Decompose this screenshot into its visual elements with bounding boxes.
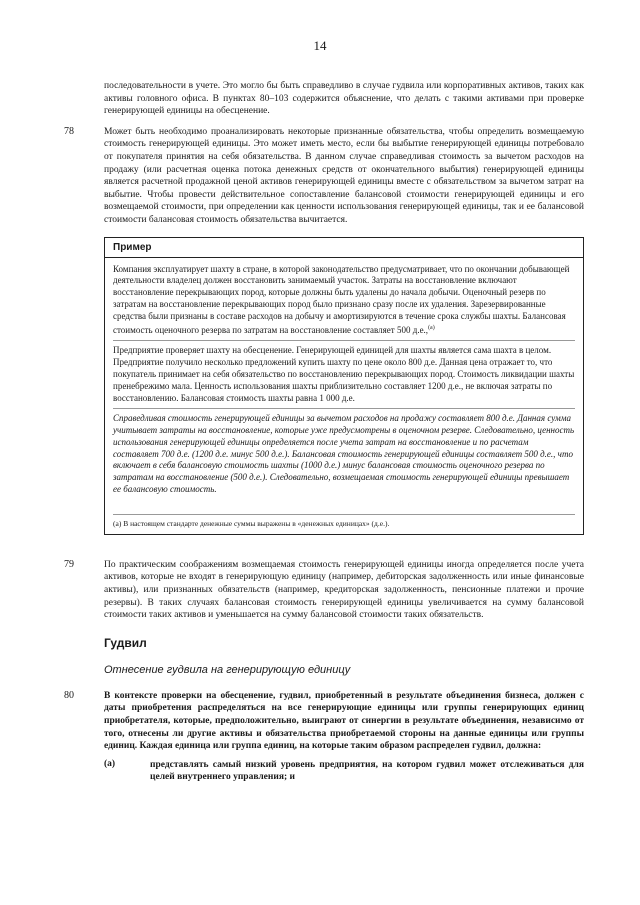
example-footnote: (a) В настоящем стандарте денежные суммы выражены в «денежных единицах» (д.е.). [113, 514, 575, 528]
intro-text: последовательности в учете. Это могло бы быть справедливо в случае гудвила или корпоративных активов, таких как активы головного офиса. В пунктах 80–103 содержится объяснение, что делать с такими активами при проверке генерирующей единицы на обесценение. [104, 81, 584, 117]
intro-paragraph [64, 80, 584, 118]
example-paragraph-1-text: Компания эксплуатирует шахту в стране, в которой законодательство предусматривает, что по окончании добывающей деятельности владелец должен восстановить занимаемый участок. Затраты на восстановление включают восстановление перекрывающих пород, которые должны быть удалены до начала добычи. Оценочный резерв по затратам на восстановление перекрывающих пород было признано сразу после их удаления. Зарезервированные средства были признаны в составе расходов на добычу и амортизируются в течение срока службы шахты. Балансовая стоимость оценочного резерва по затратам на восстановление составляет 500 д.е., [113, 263, 570, 335]
list-item-text: представлять самый низкий уровень предприятия, на котором гудвил может отслеживаться для целей внутреннего управления; и [150, 759, 584, 783]
paragraph-number: 78 [64, 125, 74, 137]
example-paragraph-1 [113, 264, 575, 342]
list-item-label: (a) [104, 758, 116, 769]
footnote-ref: (a) [428, 324, 435, 331]
paragraph-78 [64, 126, 584, 227]
paragraph-79 [64, 559, 584, 622]
example-box [104, 237, 584, 535]
subsection-heading: Отнесение гудвила на генерирующую единицу [104, 663, 351, 676]
paragraph-text: Может быть необходимо проанализировать некоторые признанные обязательства, чтобы определить возмещаемую стоимость генерирующей единицы. Это может иметь место, если бы выбытие генерирующей единицы потребовало от покупателя принятия на себя обязательства. В данном случае справедливая стоимость за вычетом расходов на продажу (или расчетная оценка потока денежных средств от окончательного выбытия) генерирующей единицы является расчетной продажной ценой активов генерирующей единицы вместе с обязательством за вычетом затрат на выбытие. Чтобы провести действительное сопоставление балансовой стоимости генерирующей единицы и его возмещаемой стоимости, при определении как ценности использования генерирующей единицы, так и ее балансовой стоимости балансовая стоимость обязательства вычитается. [104, 126, 584, 225]
example-paragraph-3: Справедливая стоимость генерирующей единицы за вычетом расходов на продажу составляет 800 д.е. Данная сумма учитывает затраты на восстановление, которые уже предусмотрены в оценочном резерве. Следовательно, ценность использования генерирующей единицы определяется после учета затрат на восстановление и по расчетам составляет 700 д.е. (1200 д.е. минус 500 д.е.). Балансовая стоимость генерирующей единицы составляет 500 д.е., что включает в себя балансовую стоимость шахты (1000 д.е.) минус балансовая стоимость оценочного резерва по затратам на восстановление (500 д.е.). Следовательно, возмещаемая стоимость генерирующей единицы превышает ее балансовую стоимость. [113, 413, 575, 495]
paragraph-80 [64, 690, 584, 753]
paragraph-number: 80 [64, 689, 74, 701]
example-header: Пример [105, 238, 583, 258]
example-paragraph-2: Предприятие проверяет шахту на обесценение. Генерирующей единицей для шахты является сама шахта в целом. Предприятие получило несколько предложений купить шахту по цене около 800 д.е. Данная цена отражает то, что покупатель принимает на себя обязательство по восстановлению перекрывающих пород. Стоимость ликвидации шахты пренебрежимо мала. Ценность использования шахты приблизительно составляет 1200 д.е., не включая затраты по восстановлению. Балансовая стоимость шахты равна 1 000 д.е. [113, 345, 575, 409]
document-body [64, 80, 584, 784]
example-body [105, 258, 583, 534]
section-heading: Гудвил [104, 635, 147, 650]
paragraph-number: 79 [64, 558, 74, 570]
list-item-a [64, 759, 584, 784]
paragraph-text: В контексте проверки на обесценение, гудвил, приобретенный в результате объединения бизнеса, должен с даты приобретения распределяться на все генерирующие единицы или группы генерирующих единиц приобретателя, которые, предположительно, выиграют от синергии в результате объединения, независимо от того, отнесены ли другие активы и обязательства приобретаемой стороны на данные единицы или группы единиц. Каждая единица или группа единиц, на которые таким образом распределен гудвил, должна: [104, 690, 584, 752]
page-number: 14 [313, 38, 327, 53]
paragraph-text: По практическим соображениям возмещаемая стоимость генерирующей единицы иногда определяется после учета активов, которые не входят в генерирующую единицу (например, дебиторская задолженность или иные финансовые активы), или признанных обязательств (например, кредиторская задолженность, пенсионные платежи и прочие резервы). В таких случаях балансовая стоимость генерирующей единицы увеличивается на сумму балансовой стоимости таких активов и уменьшается на сумму балансовой стоимости таких обязательств. [104, 559, 584, 621]
